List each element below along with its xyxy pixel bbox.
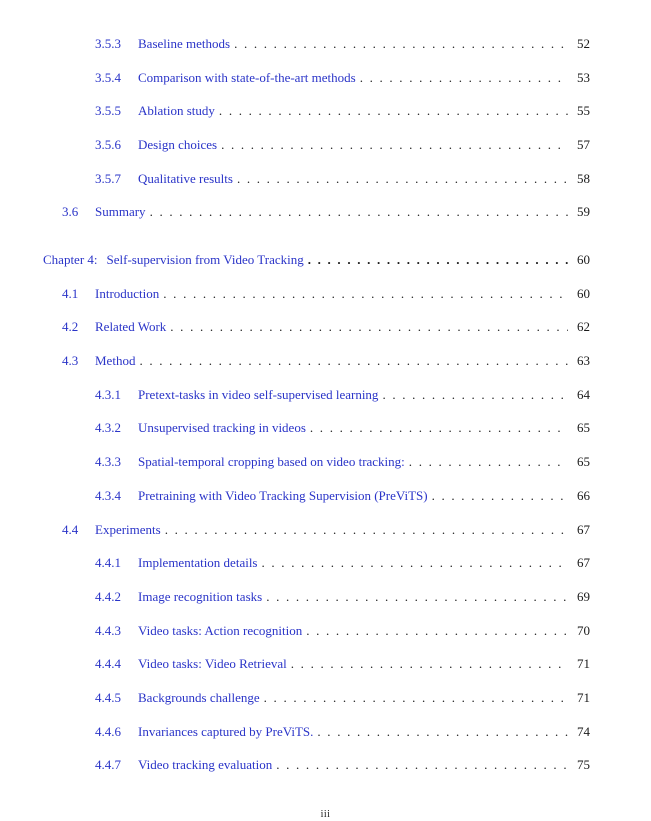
section-number: 3.5.3	[95, 36, 121, 51]
page-number: 57	[577, 137, 590, 152]
toc-entry-4-4-1[interactable]	[95, 554, 590, 572]
section-title-link[interactable]: Method	[95, 353, 136, 368]
page-number: 67	[577, 522, 590, 537]
dot-leader	[234, 35, 568, 53]
section-title-link[interactable]: Backgrounds challenge	[138, 690, 260, 705]
section-number: 3.5.7	[95, 171, 121, 186]
section-title-link[interactable]: Pretext-tasks in video self-supervised learning	[138, 387, 379, 402]
dot-leader	[306, 622, 568, 640]
toc-entry-4-4-2[interactable]	[95, 588, 590, 606]
chapter-number: Chapter 4:	[43, 252, 98, 267]
section-title-link[interactable]: Introduction	[95, 286, 160, 301]
page-number: 55	[577, 103, 590, 118]
page-number: 53	[577, 70, 590, 85]
dot-leader	[262, 554, 569, 572]
section-number: 4.4.4	[95, 656, 121, 671]
toc-entry-4-3-1[interactable]	[95, 386, 590, 404]
toc-entry-4-4-3[interactable]	[95, 622, 590, 640]
dot-leader	[170, 318, 568, 336]
toc-entry-4-3-2[interactable]	[95, 419, 590, 437]
section-title-link[interactable]: Ablation study	[138, 103, 215, 118]
page-number: 60	[577, 286, 590, 301]
section-title-link[interactable]: Invariances captured by PreViTS.	[138, 724, 314, 739]
section-number: 4.3	[62, 353, 79, 368]
page-number: 67	[577, 555, 590, 570]
page-number: 63	[577, 353, 590, 368]
dot-leader	[360, 69, 568, 87]
section-title-link[interactable]: Design choices	[138, 137, 218, 152]
section-title-link[interactable]: Baseline methods	[138, 36, 231, 51]
toc-entry-3-5-3[interactable]	[95, 35, 590, 53]
page-number: 64	[577, 387, 590, 402]
page-number: 60	[577, 252, 590, 267]
section-number: 4.4.2	[95, 589, 121, 604]
section-title-link[interactable]: Comparison with state-of-the-art methods	[138, 70, 356, 85]
page-number: 75	[577, 757, 590, 772]
page-number: 66	[577, 488, 590, 503]
section-title-link[interactable]: Image recognition tasks	[138, 589, 263, 604]
section-title-link[interactable]: Implementation details	[138, 555, 258, 570]
chapter-title-link[interactable]: Self-supervision from Video Tracking	[106, 252, 304, 267]
section-title-link[interactable]: Video tracking evaluation	[138, 757, 273, 772]
section-number: 4.1	[62, 286, 79, 301]
section-number: 4.4	[62, 522, 79, 537]
section-title-link[interactable]: Qualitative results	[138, 171, 233, 186]
dot-leader	[409, 453, 568, 471]
toc-entry-3-5-4[interactable]	[95, 69, 590, 87]
section-title-link[interactable]: Spatial-temporal cropping based on video tracking:	[138, 454, 405, 469]
page-number: 52	[577, 36, 590, 51]
section-title-link[interactable]: Related Work	[95, 319, 167, 334]
section-title-link[interactable]: Experiments	[95, 522, 161, 537]
section-number: 4.4.7	[95, 757, 121, 772]
section-number: 4.3.1	[95, 387, 121, 402]
page-number: 69	[577, 589, 590, 604]
section-title-link[interactable]: Summary	[95, 204, 146, 219]
section-title-link[interactable]: Pretraining with Video Tracking Supervision (PreViTS)	[138, 488, 428, 503]
dot-leader	[165, 521, 568, 539]
dot-leader	[317, 723, 568, 741]
dot-leader	[308, 251, 568, 269]
section-number: 3.6	[62, 204, 79, 219]
page-number: 59	[577, 204, 590, 219]
dot-leader	[150, 203, 568, 221]
dot-leader	[237, 170, 568, 188]
page-number: 71	[577, 656, 590, 671]
section-number: 4.4.6	[95, 724, 121, 739]
toc-entry-4-4-5[interactable]	[95, 689, 590, 707]
section-number: 3.5.4	[95, 70, 121, 85]
dot-leader	[264, 689, 568, 707]
toc-entry-3-5-6[interactable]	[95, 136, 590, 154]
toc-entry-4-1[interactable]	[62, 285, 590, 303]
dot-leader	[266, 588, 568, 606]
section-title-link[interactable]: Video tasks: Action recognition	[138, 623, 303, 638]
section-number: 4.3.3	[95, 454, 121, 469]
dot-leader	[219, 102, 568, 120]
toc-entry-4-3-3[interactable]	[95, 453, 590, 471]
section-number: 4.4.5	[95, 690, 121, 705]
page-number: 65	[577, 420, 590, 435]
toc-entry-4-4-6[interactable]	[95, 723, 590, 741]
section-number: 3.5.5	[95, 103, 121, 118]
toc-entry-3-5-7[interactable]	[95, 170, 590, 188]
page-number: 65	[577, 454, 590, 469]
dot-leader	[221, 136, 568, 154]
page-footer-numeral: iii	[320, 809, 331, 820]
dot-leader	[163, 285, 568, 303]
section-title-link[interactable]: Video tasks: Video Retrieval	[138, 656, 287, 671]
section-number: 4.3.4	[95, 488, 121, 503]
toc-entry-4-3[interactable]	[62, 352, 590, 370]
section-title-link[interactable]: Unsupervised tracking in videos	[138, 420, 306, 435]
dot-leader	[139, 352, 568, 370]
page-number: 58	[577, 171, 590, 186]
page-number: 74	[577, 724, 590, 739]
page-number: 70	[577, 623, 590, 638]
section-number: 4.2	[62, 319, 79, 334]
page-number: 71	[577, 690, 590, 705]
dot-leader	[382, 386, 568, 404]
toc-entry-3-5-5[interactable]	[95, 102, 590, 120]
dot-leader	[291, 655, 568, 673]
toc-entry-4-4-7[interactable]	[95, 756, 590, 774]
toc-entry-4-2[interactable]	[62, 318, 590, 336]
section-number: 4.4.1	[95, 555, 121, 570]
toc-entry-4-3-4[interactable]	[95, 487, 590, 505]
toc-entry-3-6[interactable]	[62, 203, 590, 221]
toc-entry-4-4[interactable]	[62, 521, 590, 539]
dot-leader	[276, 756, 568, 774]
toc-entry-4-4-4[interactable]	[95, 655, 590, 673]
dot-leader	[310, 419, 568, 437]
toc-entry-chapter-4[interactable]	[43, 251, 590, 269]
page-number: 62	[577, 319, 590, 334]
section-number: 3.5.6	[95, 137, 121, 152]
section-number: 4.3.2	[95, 420, 121, 435]
section-number: 4.4.3	[95, 623, 121, 638]
dot-leader	[432, 487, 568, 505]
